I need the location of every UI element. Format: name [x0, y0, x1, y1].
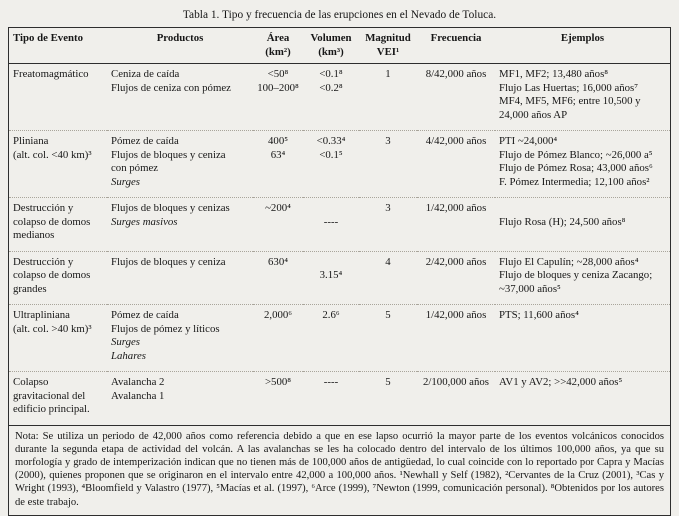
cell-line: 2,000⁶: [263, 309, 293, 321]
cell-vei: [359, 305, 417, 372]
cell-line: Lahares: [111, 349, 146, 362]
cell-line: 1/42,000 años: [425, 202, 487, 214]
column-header-magnitud-vei: [359, 28, 417, 64]
cell-line: Flujo Rosa (H); 24,500 años⁸: [499, 215, 626, 228]
cell-vei: [359, 198, 417, 252]
header-label: (km²): [265, 45, 291, 58]
cell-line: <0.1⁵: [319, 148, 343, 161]
cell-line: F. Pómez Intermedia; 12,100 años²: [499, 175, 650, 188]
cell-vei: [359, 64, 417, 131]
cell-line: MF4, MF5, MF6; entre 10,500 y: [499, 95, 641, 107]
cell-area: [253, 251, 303, 305]
cell-line: Ultrapliniana: [13, 309, 70, 321]
cell-line: Destrucción y: [13, 255, 74, 268]
cell-line: PTS; 11,600 años⁴: [499, 309, 579, 321]
cell-line: 400⁵: [268, 135, 288, 147]
cell-line: Flujo Las Huertas; 16,000 años⁷: [499, 81, 639, 94]
cell-line: 4: [385, 255, 391, 268]
header-row: [9, 28, 670, 64]
cell-productos: [107, 198, 253, 252]
cell-line: colapso de domos: [13, 269, 91, 281]
cell-line: MF1, MF2; 13,480 años⁸: [499, 68, 609, 80]
cell-line: edificio principal.: [13, 403, 90, 415]
cell-line: Ceniza de caída: [111, 68, 180, 80]
cell-productos: [107, 372, 253, 425]
cell-line: 5: [385, 309, 391, 321]
header-label: Volumen: [310, 32, 352, 44]
cell-ejemplos: [495, 64, 670, 131]
cell-line: grandes: [13, 282, 47, 295]
cell-tipo: [9, 64, 107, 131]
cell-productos: [107, 131, 253, 198]
cell-line: 630⁴: [268, 255, 288, 268]
cell-volumen: [303, 198, 359, 252]
cell-vei: [359, 131, 417, 198]
cell-line: 3.15⁴: [319, 269, 343, 281]
cell-frecuencia: [417, 131, 495, 198]
cell-line: (alt. col. <40 km)³: [13, 148, 92, 161]
header-label: Ejemplos: [560, 32, 605, 44]
column-header-ejemplos: [495, 28, 670, 64]
cell-line: ~200⁴: [265, 202, 291, 214]
cell-line: (alt. col. >40 km)³: [13, 322, 92, 335]
cell-line: Flujos de pómez y líticos: [111, 322, 220, 335]
header-label: Magnitud: [365, 32, 411, 44]
cell-line: Freatomagmático: [13, 68, 89, 80]
header-label: Área: [266, 32, 290, 44]
table-note: Nota: Se utiliza un periodo de 42,000 años como referencia debido a que en ese lapso ocurrió la mayor parte de los eventos volcánicos conocidos durante la segunda etapa de actividad del volcán. A las avalanchas se les ha colocado dentro del intervalo de los últimos 100,000 años, ya que su morfología y grado de intemperización indican que no tienen más de 100,000 años de antigüedad, lo cual coincide con lo reportado por Capra y Macías (2000), quienes proponen que se originaron en el intervalo entre 42,000 a 100,000 años. ¹Newhall y Self (1982), ²Cervantes de la Cruz (2001), ³Cas y Wright (1993), ⁴Bloomfield y Valastro (1977), ⁵Macías et al. (1997), ⁶Arce (1999), ⁷Newton (1999, comunicación personal). ⁸Obtenidos por los autores de este trabajo.: [9, 425, 670, 515]
cell-tipo: [9, 251, 107, 305]
table-row: [9, 131, 670, 198]
column-header-productos: [107, 28, 253, 64]
cell-ejemplos: [495, 131, 670, 198]
cell-ejemplos: [495, 251, 670, 305]
cell-frecuencia: [417, 251, 495, 305]
header-label: Frecuencia: [430, 32, 482, 44]
table-row: [9, 305, 670, 372]
cell-line: 4/42,000 años: [425, 135, 487, 147]
cell-area: [253, 372, 303, 425]
table-title: Tabla 1. Tipo y frecuencia de las erupciones en el Nevado de Toluca.: [182, 9, 497, 21]
header-label: Productos: [156, 32, 204, 44]
cell-frecuencia: [417, 305, 495, 372]
cell-volumen: [303, 251, 359, 305]
table-frame: [8, 27, 671, 516]
cell-line: 5: [385, 376, 391, 388]
cell-line: <0.33⁴: [316, 135, 346, 147]
cell-line: AV1 y AV2; >>42,000 años⁵: [499, 376, 623, 388]
cell-line: Colapso: [13, 376, 49, 388]
cell-line: 1/42,000 años: [425, 309, 487, 321]
cell-vei: [359, 372, 417, 425]
cell-line: Pliniana: [13, 135, 49, 147]
cell-line: colapso de domos: [13, 215, 91, 228]
column-header-volumen: [303, 28, 359, 64]
column-header-area: [253, 28, 303, 64]
cell-line: Flujo El Capulín; ~28,000 años⁴: [499, 255, 639, 268]
eruptions-table: [9, 28, 670, 425]
cell-area: [253, 198, 303, 252]
cell-line: Pómez de caída: [111, 135, 179, 147]
cell-line: Destrucción y: [13, 202, 74, 214]
cell-line: 100–200⁸: [257, 81, 299, 94]
cell-productos: [107, 64, 253, 131]
cell-line: 8/42,000 años: [425, 68, 487, 80]
cell-volumen: [303, 64, 359, 131]
cell-line: >500⁸: [264, 376, 292, 388]
cell-line: Surges masivos: [111, 215, 178, 228]
cell-frecuencia: [417, 64, 495, 131]
cell-line: <0.1⁸: [319, 68, 343, 80]
cell-productos: [107, 251, 253, 305]
header-label: (km³): [318, 45, 344, 58]
cell-frecuencia: [417, 372, 495, 425]
cell-tipo: [9, 305, 107, 372]
cell-line: 24,000 años AP: [499, 108, 568, 121]
cell-line: Flujo de bloques y ceniza Zacango;: [499, 269, 653, 281]
header-label: Tipo de Evento: [13, 32, 83, 44]
table-row: [9, 251, 670, 305]
cell-volumen: [303, 131, 359, 198]
cell-volumen: [303, 372, 359, 425]
cell-line: ----: [323, 376, 339, 388]
cell-line: Avalancha 2: [111, 376, 165, 388]
cell-line: gravitacional del: [13, 389, 86, 402]
cell-frecuencia: [417, 198, 495, 252]
header-label: VEI¹: [376, 45, 400, 58]
cell-ejemplos: [495, 372, 670, 425]
cell-line: <0.2⁸: [319, 81, 343, 94]
cell-line: <50⁸: [267, 68, 289, 80]
cell-line: Pómez de caída: [111, 309, 179, 321]
cell-line: Flujos de bloques y ceniza: [111, 255, 226, 268]
cell-area: [253, 305, 303, 372]
table-row: [9, 198, 670, 252]
cell-line: PTI ~24,000⁴: [499, 135, 558, 147]
cell-line: Surges: [111, 336, 140, 348]
table-row: [9, 372, 670, 425]
cell-line: Flujos de bloques y ceniza: [111, 148, 226, 161]
cell-vei: [359, 251, 417, 305]
cell-line: 1: [385, 68, 391, 80]
cell-line: con pómez: [111, 162, 159, 174]
cell-line: Flujo de Pómez Blanco; ~26,000 a⁵: [499, 148, 653, 161]
cell-volumen: [303, 305, 359, 372]
cell-area: [253, 131, 303, 198]
cell-tipo: [9, 372, 107, 425]
cell-line: 63⁴: [270, 148, 286, 161]
cell-line: 2.6⁶: [322, 309, 340, 321]
cell-line: Flujos de ceniza con pómez: [111, 81, 231, 94]
cell-tipo: [9, 131, 107, 198]
cell-line: 2/100,000 años: [423, 376, 489, 388]
cell-line: 3: [385, 202, 391, 214]
cell-line: 3: [385, 135, 391, 147]
column-header-frecuencia: [417, 28, 495, 64]
cell-line: Surges: [111, 175, 140, 188]
cell-line: Flujo de Pómez Rosa; 43,000 años⁶: [499, 162, 653, 174]
cell-area: [253, 64, 303, 131]
cell-line: ~37,000 años⁵: [499, 282, 561, 295]
cell-productos: [107, 305, 253, 372]
cell-line: medianos: [13, 229, 55, 241]
cell-ejemplos: [495, 305, 670, 372]
cell-line: ----: [323, 215, 339, 228]
cell-line: Flujos de bloques y cenizas: [111, 202, 230, 214]
cell-line: Avalancha 1: [111, 389, 165, 402]
cell-tipo: [9, 198, 107, 252]
table-row: [9, 64, 670, 131]
cell-ejemplos: [495, 198, 670, 252]
column-header-tipo-de-evento: [9, 28, 107, 64]
cell-line: 2/42,000 años: [425, 255, 487, 268]
